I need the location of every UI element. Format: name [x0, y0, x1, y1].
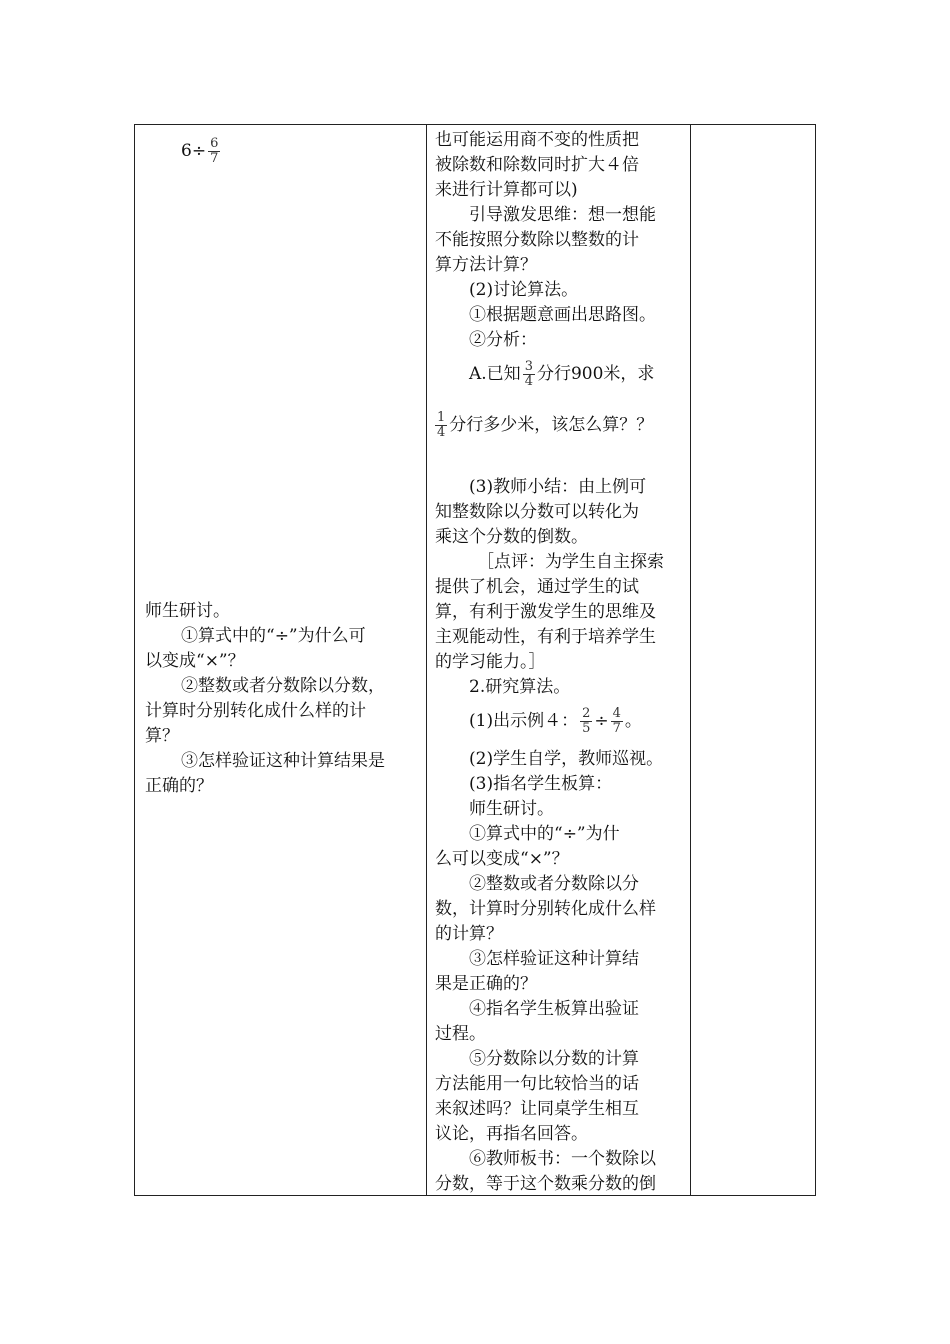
text-line: 主观能动性，有利于培养学生: [435, 627, 656, 647]
fraction: $\frac{3}{4}$: [524, 359, 533, 389]
text-line: ⑥教师板书：一个数除以: [469, 1149, 656, 1169]
teacher-activity-column: [427, 125, 691, 1195]
text-line: 过程。: [435, 1024, 486, 1044]
text-line: ②分析：: [469, 330, 537, 350]
text-line: 算，有利于激发学生的思维及: [435, 602, 656, 622]
text-line: ②整数或者分数除以分数，: [181, 676, 385, 696]
text-line: (2)讨论算法。: [469, 280, 579, 300]
text-line: 师生研讨。: [469, 799, 554, 819]
text-line: 计算时分别转化成什么样的计: [145, 701, 366, 721]
text-line: (2)学生自学，教师巡视。: [469, 749, 664, 769]
text-line: ③怎样验证这种计算结: [469, 949, 639, 969]
text-line: 以变成“×”？: [145, 651, 245, 671]
text-line: 的学习能力。］: [435, 652, 546, 672]
text-line: ②整数或者分数除以分: [469, 874, 639, 894]
text-line: ③怎样验证这种计算结果是: [181, 751, 385, 771]
analysis-line-b: $\frac{1}{4}$ 分行多少米，该怎么算？？: [437, 410, 654, 440]
text-line: ④指名学生板算出验证: [469, 999, 639, 1019]
text-line: ①根据题意画出思路图。: [469, 305, 656, 325]
text-line: 来叙述吗？让同桌学生相互: [435, 1099, 639, 1119]
text-line: 正确的？: [145, 776, 213, 796]
text-line: 数，计算时分别转化成什么样: [435, 899, 656, 919]
lesson-table: [134, 124, 816, 1196]
analysis-line-a: A.已知 $\frac{3}{4}$ 分行900米，求: [469, 359, 655, 389]
text-line: 算方法计算？: [435, 255, 537, 275]
text-line: 么可以变成“×”？: [435, 849, 569, 869]
text-line: 果是正确的？: [435, 974, 537, 994]
text-line: ［点评：为学生自主探索: [477, 552, 664, 572]
fraction: $\frac{6}{7}$: [210, 136, 219, 166]
text-line: 来进行计算都可以): [435, 180, 578, 200]
text-line: 提供了机会，通过学生的试: [435, 577, 639, 597]
text-line: ①算式中的“÷”为什么可: [181, 626, 366, 646]
text-line: 也可能运用商不变的性质把: [435, 130, 639, 150]
example-4-line: (1)出示例４： $\frac{2}{5}$ ÷ $\frac{4}{7}$ 。: [469, 706, 642, 736]
student-activity-column: [135, 125, 427, 1195]
text-line: ①算式中的“÷”为什: [469, 824, 620, 844]
text-line: 引导激发思维：想一想能: [469, 205, 656, 225]
text-line: 师生研讨。: [145, 601, 230, 621]
text-line: 分数，等于这个数乘分数的倒: [435, 1174, 656, 1194]
fraction: $\frac{4}{7}$: [612, 706, 621, 736]
text-line: 议论，再指名回答。: [435, 1124, 588, 1144]
text-line: 算？: [145, 726, 179, 746]
text-line: 知整数除以分数可以转化为: [435, 502, 639, 522]
text-line: 2.研究算法。: [469, 677, 571, 697]
fraction: $\frac{1}{4}$: [437, 410, 446, 440]
division-expression: [181, 137, 222, 166]
text-line: 乘这个分数的倒数。: [435, 527, 588, 547]
text-line: (3)指名学生板算：: [469, 774, 613, 794]
text-line: 不能按照分数除以整数的计: [435, 230, 639, 250]
expression-prefix: 6÷: [181, 141, 207, 161]
notes-column: [691, 125, 817, 1195]
text-line: 被除数和除数同时扩大４倍: [435, 155, 639, 175]
text-line: 的计算？: [435, 924, 503, 944]
fraction: $\frac{2}{5}$: [582, 706, 591, 736]
text-line: 方法能用一句比较恰当的话: [435, 1074, 639, 1094]
text-line: ⑤分数除以分数的计算: [469, 1049, 639, 1069]
text-line: (3)教师小结：由上例可: [469, 477, 647, 497]
